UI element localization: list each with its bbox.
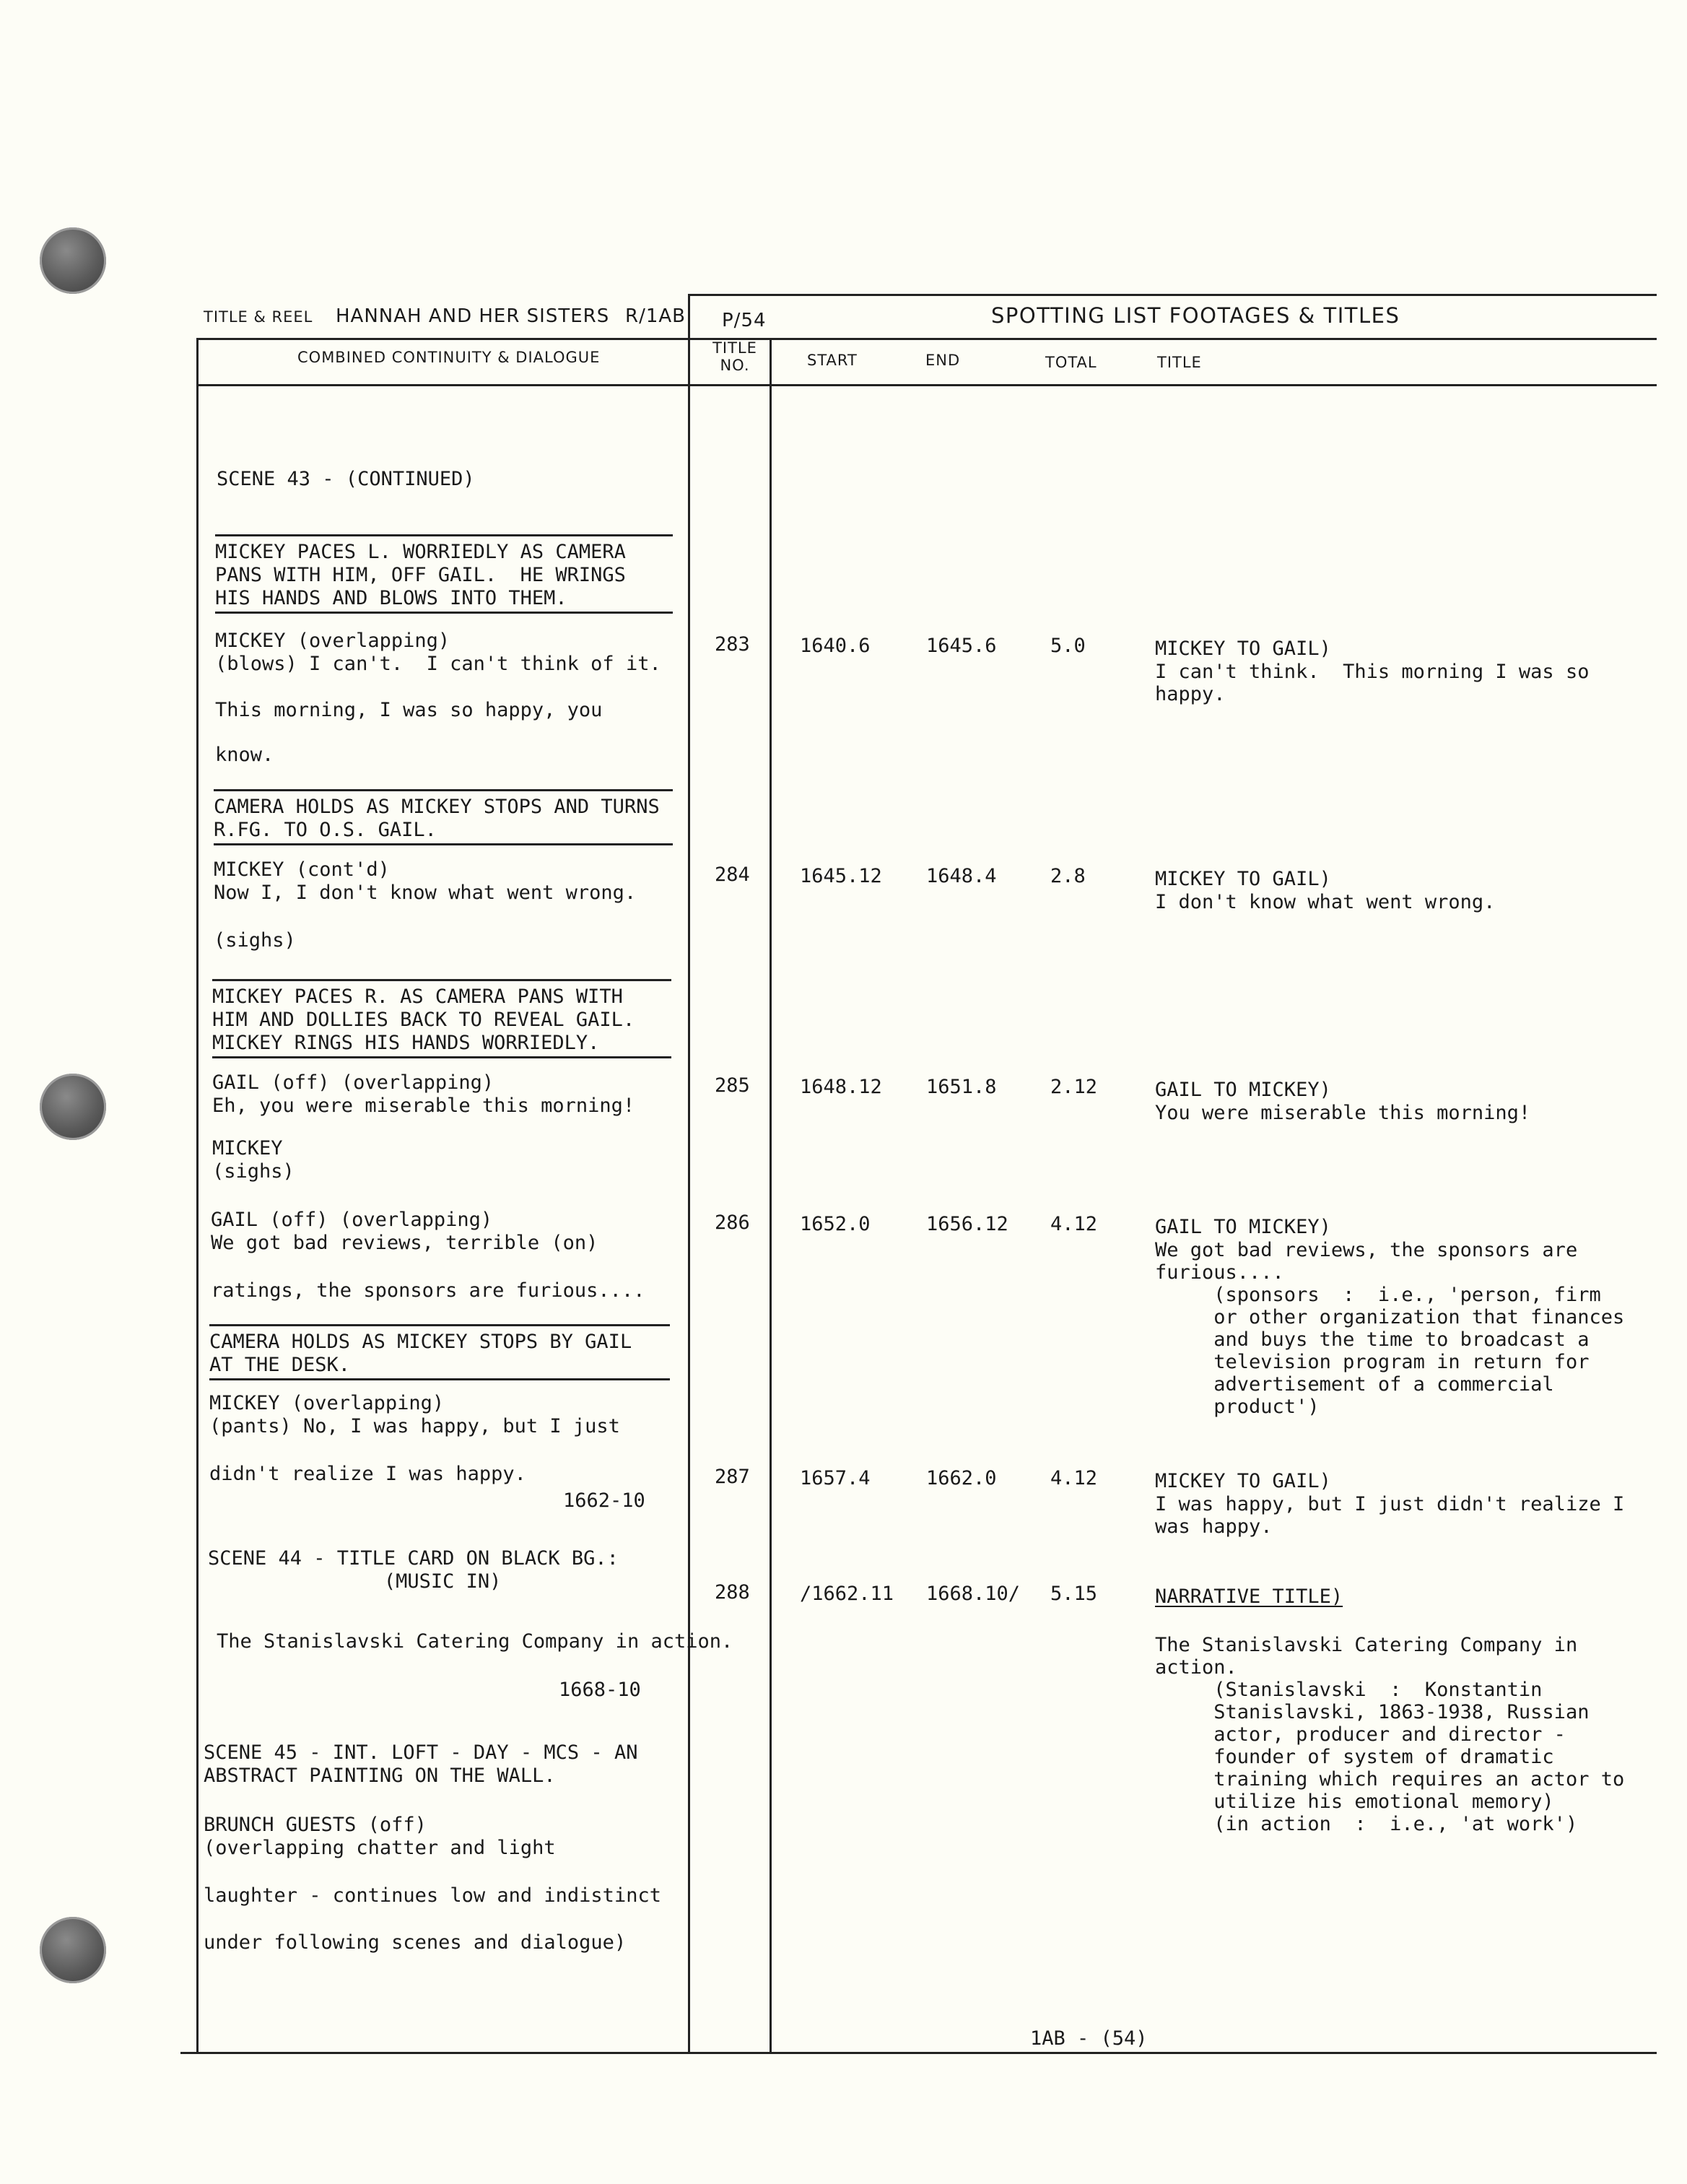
total-footage: 2.8 — [1050, 865, 1086, 887]
header-rule-2 — [196, 384, 1657, 386]
dialogue-286 — [211, 1209, 598, 1255]
dialogue-line: (overlapping chatter and light — [204, 1837, 556, 1859]
bottom-border — [180, 2052, 1657, 2054]
total-footage: 2.12 — [1050, 1076, 1098, 1098]
scene-44-heading — [208, 1547, 619, 1593]
end-footage: 1668.10/ — [926, 1583, 1021, 1605]
subtitle-line: utilize his emotional memory) — [1155, 1791, 1554, 1813]
total-footage: 4.12 — [1050, 1213, 1098, 1235]
dialogue-line: (sighs) — [212, 1160, 295, 1183]
dialogue-283 — [215, 630, 661, 676]
action-line: MICKEY RINGS HIS HANDS WORRIEDLY. — [212, 1032, 600, 1054]
action-block-3 — [212, 979, 671, 1058]
action-line: CAMERA HOLDS AS MICKEY STOPS BY GAIL — [209, 1331, 632, 1353]
action-block-1 — [215, 534, 673, 614]
subtitle-line: (Stanislavski : Konstantin — [1155, 1679, 1543, 1701]
subtitle-line: or other organization that finances — [1155, 1306, 1625, 1328]
title-number: 285 — [715, 1074, 750, 1097]
action-line: HIS HANDS AND BLOWS INTO THEM. — [215, 587, 567, 609]
subtitle-speaker: MICKEY TO GAIL) — [1155, 638, 1331, 660]
subtitle-line: furious.... — [1155, 1261, 1284, 1284]
start-footage: 1648.12 — [800, 1076, 882, 1098]
start-footage: 1640.6 — [800, 635, 871, 657]
col-header-continuity: COMBINED CONTINUITY & DIALOGUE — [297, 349, 601, 366]
subtitle-line: was happy. — [1155, 1515, 1273, 1538]
col-header-end: END — [925, 352, 961, 369]
subtitle-line: training which requires an actor to — [1155, 1768, 1625, 1791]
scene-line: SCENE 44 - TITLE CARD ON BLACK BG.: — [208, 1547, 619, 1570]
subtitle-line: action. — [1155, 1656, 1237, 1679]
action-line: MICKEY PACES L. WORRIEDLY AS CAMERA — [215, 541, 626, 563]
start-footage: 1657.4 — [800, 1467, 871, 1489]
total-footage: 5.0 — [1050, 635, 1086, 657]
left-border — [196, 338, 199, 2053]
dialogue-line: didn't realize I was happy. — [209, 1463, 526, 1485]
dialogue-284 — [214, 858, 636, 905]
dialogue-line: laughter - continues low and indistinct — [204, 1884, 661, 1907]
col-header-total: TOTAL — [1045, 354, 1097, 371]
speaker-line: MICKEY — [212, 1137, 283, 1160]
subtitle-line: I can't think. This morning I was so — [1155, 661, 1590, 683]
start-footage: /1662.11 — [800, 1583, 894, 1605]
action-line: R.FG. TO O.S. GAIL. — [214, 819, 437, 841]
col-header-title-no: TITLE NO. — [712, 339, 757, 374]
scene-43-heading: SCENE 43 - (CONTINUED) — [217, 468, 475, 490]
end-footage: 1651.8 — [926, 1076, 997, 1098]
subtitle-speaker: GAIL TO MICKEY) — [1155, 1216, 1331, 1238]
start-footage: 1645.12 — [800, 865, 882, 887]
col-header-start: START — [807, 352, 858, 369]
film-title: HANNAH AND HER SISTERS — [336, 305, 610, 327]
right-top-rule — [689, 294, 1657, 296]
total-footage: 5.15 — [1050, 1583, 1098, 1605]
subtitle-line: product') — [1155, 1396, 1320, 1418]
dialogue-line: ratings, the sponsors are furious.... — [211, 1279, 645, 1302]
title-card-text: The Stanislavski Catering Company in action. — [217, 1630, 733, 1653]
divider-continuity — [688, 294, 690, 2053]
dialogue-285 — [212, 1071, 635, 1118]
subtitle-speaker: GAIL TO MICKEY) — [1155, 1079, 1331, 1101]
subtitle-line: television program in return for — [1155, 1351, 1590, 1373]
action-line: HIM AND DOLLIES BACK TO REVEAL GAIL. — [212, 1009, 635, 1031]
dialogue-line: (blows) I can't. I can't think of it. — [215, 653, 661, 675]
spotting-list-heading: SPOTTING LIST FOOTAGES & TITLES — [991, 303, 1400, 328]
subtitle-line: The Stanislavski Catering Company in — [1155, 1634, 1578, 1656]
action-block-2 — [214, 789, 673, 845]
title-number: 287 — [715, 1466, 750, 1488]
scene-line: ABSTRACT PAINTING ON THE WALL. — [204, 1765, 556, 1787]
subtitle-line: I was happy, but I just didn't realize I — [1155, 1493, 1625, 1515]
action-line: PANS WITH HIM, OFF GAIL. HE WRINGS — [215, 564, 626, 586]
dialogue-line: under following scenes and dialogue) — [204, 1931, 627, 1954]
subtitle-line: and buys the time to broadcast a — [1155, 1328, 1590, 1351]
end-footage: 1648.4 — [926, 865, 997, 887]
subtitle-speaker: MICKEY TO GAIL) — [1155, 868, 1331, 890]
subtitle-line: happy. — [1155, 683, 1226, 705]
dialogue-287 — [209, 1392, 620, 1438]
page-number: P/54 — [722, 310, 767, 331]
dialogue-line: This morning, I was so happy, you — [215, 699, 603, 721]
dialogue-285-b — [212, 1137, 295, 1183]
subtitle-line: You were miserable this morning! — [1155, 1102, 1531, 1124]
dialogue-line: (pants) No, I was happy, but I just — [209, 1415, 620, 1437]
subtitle-line: We got bad reviews, the sponsors are — [1155, 1239, 1578, 1261]
subtitle-line: (in action : i.e., 'at work') — [1155, 1813, 1578, 1835]
header-rule-1 — [196, 338, 1657, 340]
subtitle-line: (sponsors : i.e., 'person, firm — [1155, 1284, 1601, 1306]
action-line: AT THE DESK. — [209, 1354, 351, 1376]
subtitle-line: founder of system of dramatic — [1155, 1746, 1554, 1768]
page-footer: 1AB - (54) — [1030, 2027, 1148, 2050]
subtitle-line: I don't know what went wrong. — [1155, 891, 1496, 913]
end-footage: 1656.12 — [926, 1213, 1008, 1235]
binder-hole-middle — [40, 1074, 106, 1140]
title-reel-label: TITLE & REEL — [204, 308, 313, 326]
binder-hole-top — [40, 227, 106, 294]
dialogue-line: We got bad reviews, terrible (on) — [211, 1232, 598, 1254]
dialogue-line: Eh, you were miserable this morning! — [212, 1095, 635, 1117]
title-number: 284 — [715, 863, 750, 886]
col-header-title: TITLE — [1157, 354, 1202, 371]
speaker-line: MICKEY (cont'd) — [214, 858, 390, 881]
speaker-line: MICKEY (overlapping) — [215, 630, 450, 652]
start-footage: 1652.0 — [800, 1213, 871, 1235]
dialogue-line: know. — [215, 744, 274, 766]
speaker-line: GAIL (off) (overlapping) — [211, 1209, 493, 1231]
subtitle-speaker: NARRATIVE TITLE) — [1155, 1585, 1343, 1608]
dialogue-line: (sighs) — [214, 929, 296, 952]
end-footage: 1645.6 — [926, 635, 997, 657]
divider-titleno — [770, 338, 772, 2053]
speaker-line: BRUNCH GUESTS (off) — [204, 1814, 427, 1836]
reel-number: R/1AB — [625, 305, 686, 327]
binder-hole-bottom — [40, 1917, 106, 1983]
scene-line: (MUSIC IN) — [208, 1570, 502, 1593]
dialogue-line: Now I, I don't know what went wrong. — [214, 882, 637, 904]
subtitle-speaker: MICKEY TO GAIL) — [1155, 1470, 1331, 1492]
brunch-guests — [204, 1814, 556, 1860]
action-block-4 — [209, 1324, 670, 1380]
scene-45-heading — [204, 1741, 637, 1788]
footage-mark-1: 1662-10 — [563, 1489, 645, 1512]
subtitle-line: Stanislavski, 1863-1938, Russian — [1155, 1701, 1590, 1723]
speaker-line: GAIL (off) (overlapping) — [212, 1071, 494, 1094]
total-footage: 4.12 — [1050, 1467, 1098, 1489]
scene-line: SCENE 45 - INT. LOFT - DAY - MCS - AN — [204, 1741, 638, 1764]
footage-mark-2: 1668-10 — [559, 1679, 641, 1701]
title-number: 283 — [715, 633, 750, 656]
action-line: CAMERA HOLDS AS MICKEY STOPS AND TURNS — [214, 796, 660, 818]
action-line: MICKEY PACES R. AS CAMERA PANS WITH — [212, 986, 623, 1008]
subtitle-line: advertisement of a commercial — [1155, 1373, 1554, 1396]
end-footage: 1662.0 — [926, 1467, 997, 1489]
title-number: 286 — [715, 1211, 750, 1234]
speaker-line: MICKEY (overlapping) — [209, 1392, 445, 1414]
subtitle-line: actor, producer and director - — [1155, 1723, 1566, 1746]
title-number: 288 — [715, 1581, 750, 1604]
